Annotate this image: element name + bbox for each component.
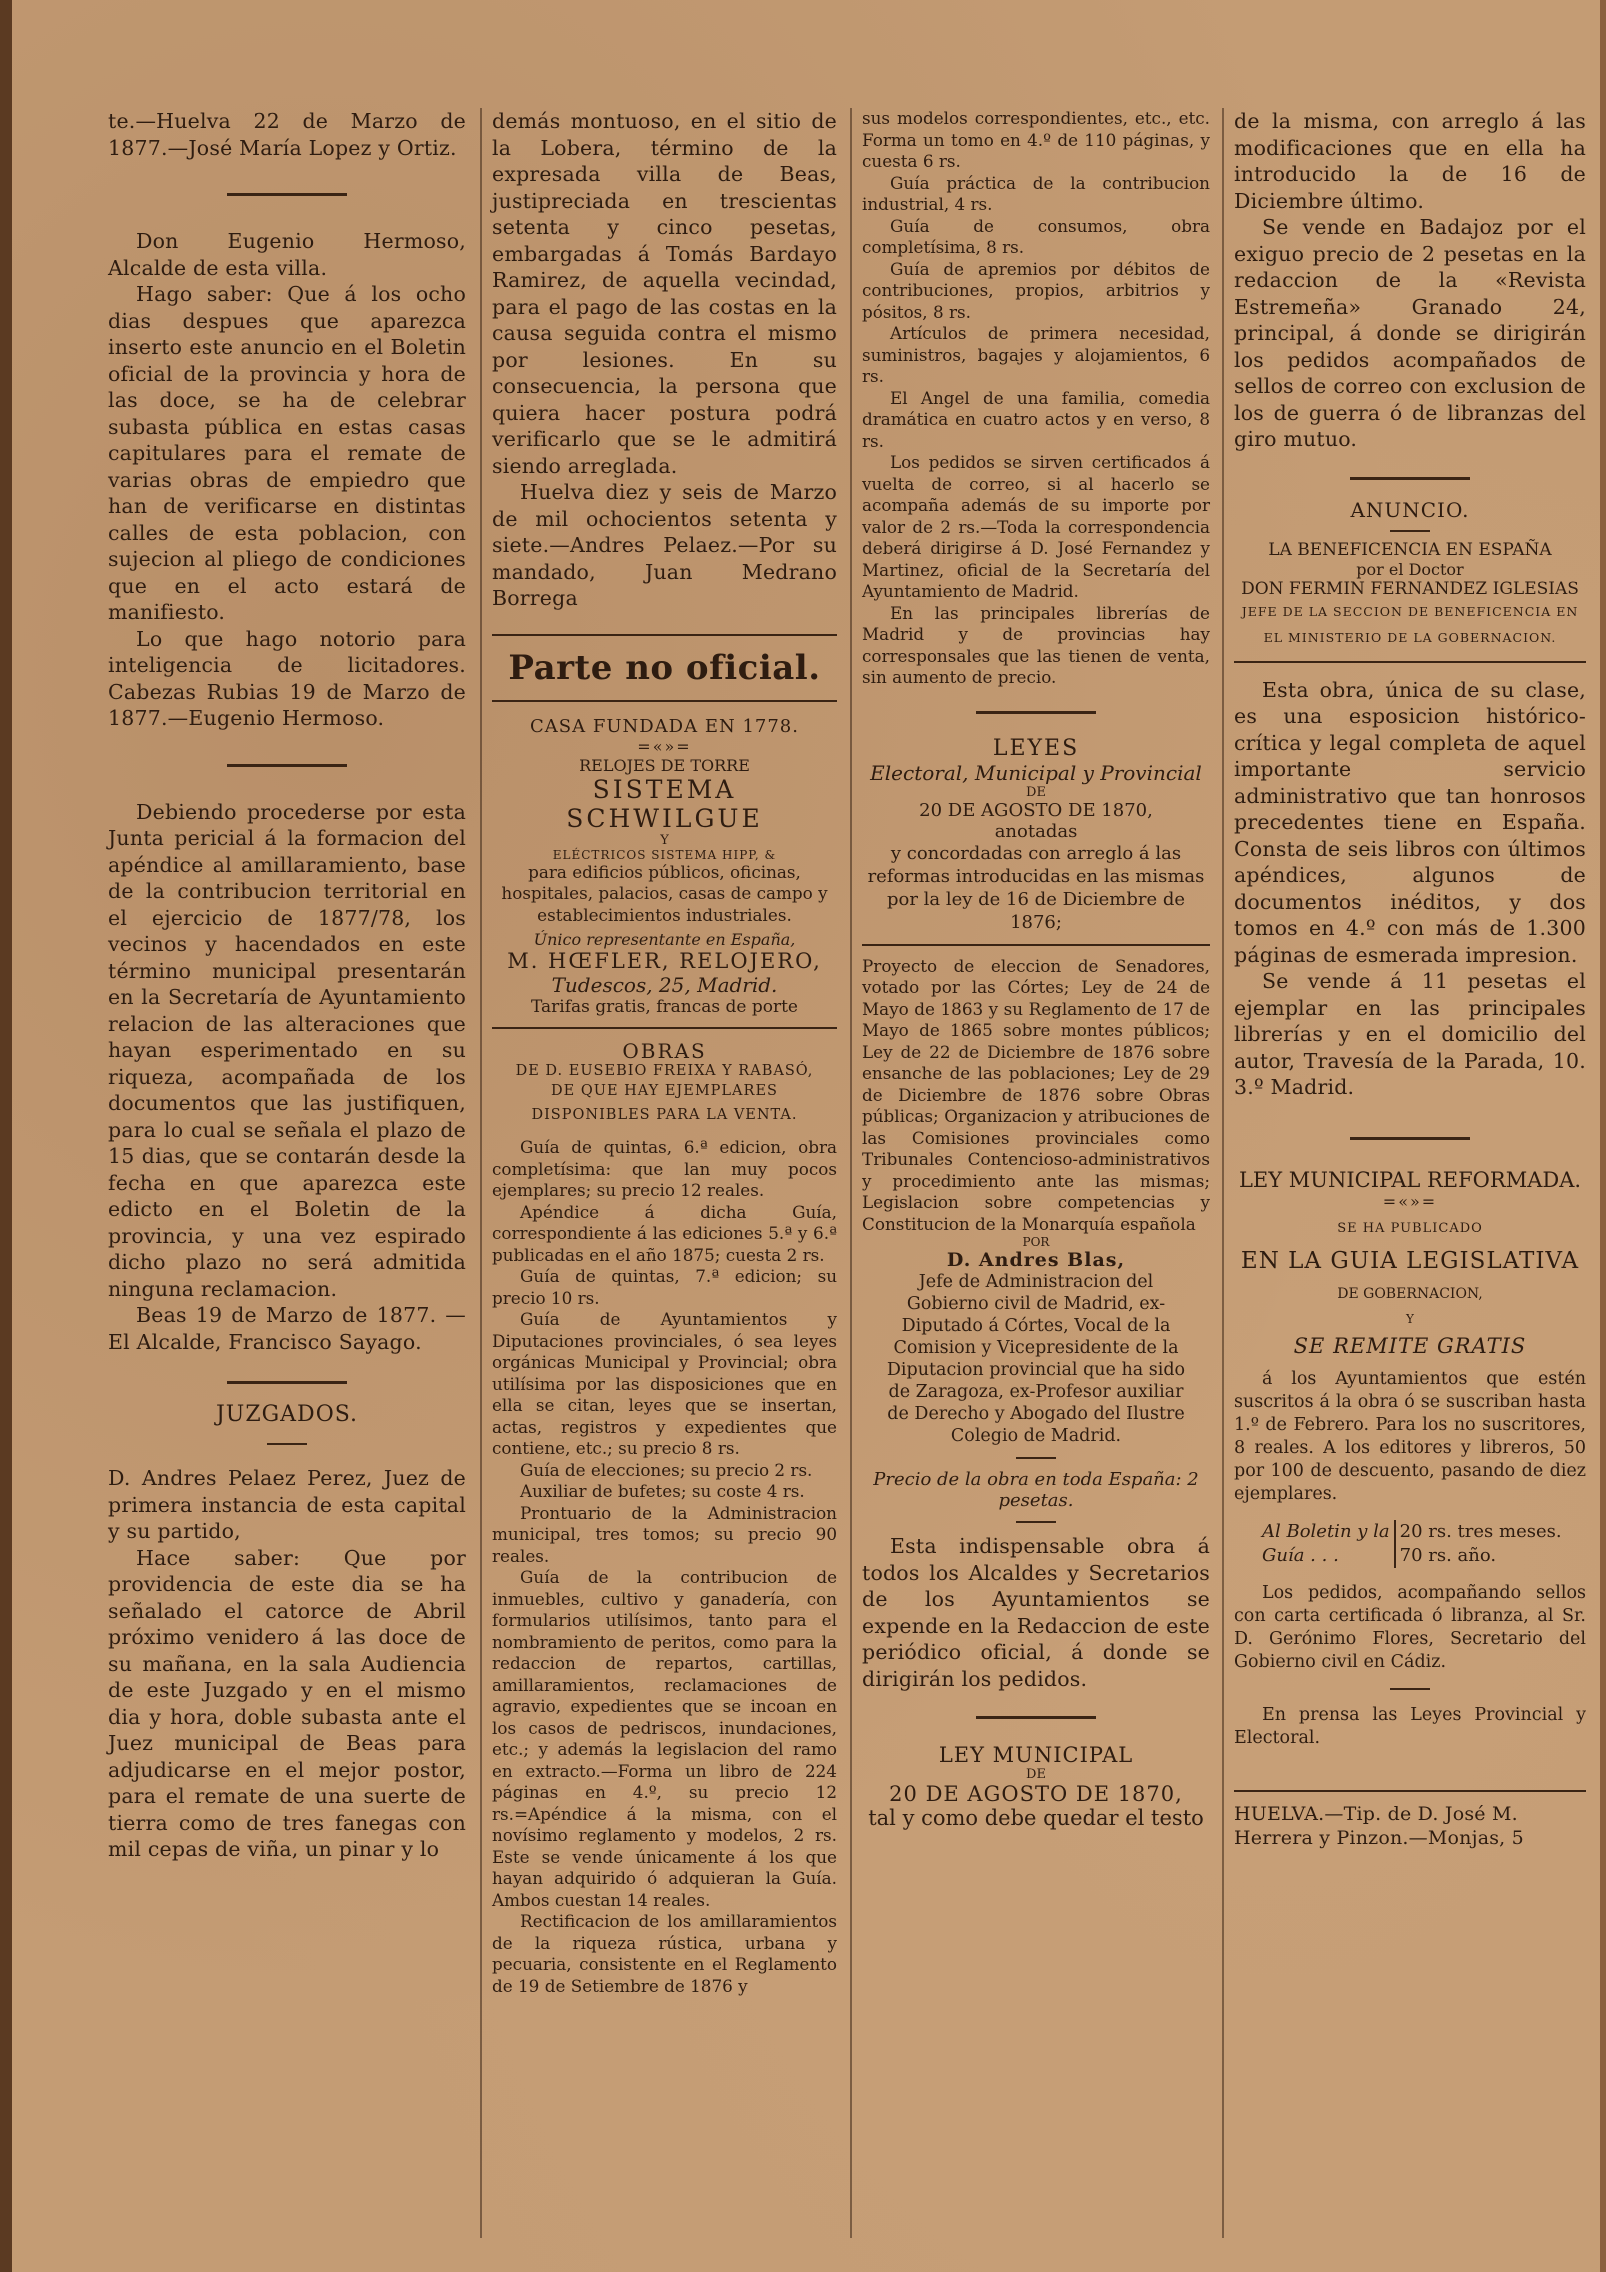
column-3 bbox=[862, 108, 1210, 1830]
obras-subtitle: DE QUE HAY EJEMPLARES DISPONIBLES PARA LA VENTA. bbox=[531, 1083, 798, 1123]
ley-reformada-gobern: DE GOBERNACION, bbox=[1337, 1285, 1483, 1302]
separator bbox=[227, 1381, 347, 1384]
edict-1-body: Hago saber: Que á los ocho dias despues que aparezca inserto este anuncio en el Boletin oficial de la provincia y hora de las doce, se ha de celebrar subasta pública en estas casas capitulares para el remate de varias obras de empiedro que han de verificarse en distintas calles de esta poblacion, con sujecion al pliego de condiciones que en el acto estará de manifiesto. bbox=[108, 282, 466, 624]
obras-item: Guía práctica de la contribucion industrial, 4 rs. bbox=[862, 172, 1210, 214]
judge-body: Hace saber: Que por providencia de este dia se ha señalado el catorce de Abril próximo venidero á las doce de su mañana, en la sala Audiencia de este Juzgado y en el mismo dia y hora, doble subasta ante el Juez municipal de Beas para adjudicarse en el mejor postor, para el remate de una suerte de tierra como de tres fanegas con mil cepas de viña, un pinar y lo bbox=[108, 1545, 466, 1861]
anuncio-title: ANUNCIO. bbox=[1350, 497, 1470, 522]
ley-reformada-ayunt: á los Ayuntamientos que estén suscritos á la obra ó se suscriban hasta 1.º de Febrero. Para los no suscritores, 8 reales. A los editores y libreros, 50 por 100 de descuento, pasando de diez ejemplares. bbox=[1234, 1368, 1586, 1504]
ad-hoefler: M. HŒFLER, RELOJERO, bbox=[507, 949, 822, 973]
separator bbox=[1016, 1521, 1056, 1523]
leyes-proyecto: Proyecto de eleccion de Senadores, votado por las Córtes; Ley de 24 de Mayo de 1863 y su Reglamento de 17 de Mayo de 1865 sobre montes públicos; Ley de 22 de Diciembre de 1876 sobre ensanche de las poblaciones; Ley de 29 de Diciembre de 1876 sobre Obras públicas; Organizacion y atribuciones de las Comisiones provinciales como Tribunales Contencioso-administrativos y procedimiento ante las mismas; Legislacion sobre competencias y Constitucion de la Monarquía española bbox=[862, 955, 1210, 1234]
obras-item: Guía de Ayuntamientos y Diputaciones provinciales, ó sea leyes orgánicas Municipal y Provincial; obra utilísima por las disposiciones que en ella se citan, leyes que se insertan, actas, registros y expedientes que contiene, etc.; su precio 8 rs. bbox=[492, 1309, 837, 1458]
obras-item: Prontuario de la Administracion municipal, tres tomos; su precio 90 reales. bbox=[492, 1502, 837, 1566]
ad-para: para edificios públicos, oficinas, hospitales, palacios, casas de campo y establecimientos industriales. bbox=[501, 861, 828, 925]
obras-item: Apéndice á dicha Guía, correspondiente á las ediciones 5.ª y 6.ª publicadas en el año 1875; cuesta 2 rs. bbox=[492, 1201, 837, 1265]
ley-municipal-fecha: 20 DE AGOSTO DE 1870, bbox=[889, 1782, 1183, 1806]
column-rule bbox=[1222, 108, 1224, 2238]
ley-municipal-de: DE bbox=[1026, 1767, 1046, 1782]
ad-relojes: RELOJES DE TORRE bbox=[579, 755, 750, 775]
edict-1-title: Don Eugenio Hermoso, Alcalde de esta villa. bbox=[108, 229, 466, 280]
leyes-author-desc: Jefe de Administracion del Gobierno civil de Madrid, ex-Diputado á Córtes, Vocal de la Comision y Vicepresidente de la Diputacion provincial que ha sido de Zaragoza, ex-Profesor auxiliar de Derecho y Abogado del Ilustre Colegio de Madrid. bbox=[886, 1272, 1186, 1446]
separator bbox=[227, 193, 347, 196]
judge-title: D. Andres Pelaez Perez, Juez de primera instancia de esta capital y su partido, bbox=[108, 1466, 466, 1543]
separator bbox=[1016, 1457, 1056, 1459]
ad-unico: Único representante en España, bbox=[533, 930, 796, 949]
column-rule bbox=[850, 108, 852, 2238]
column-1 bbox=[108, 108, 466, 1863]
ad-tarifas: Tarifas gratis, francas de porte bbox=[531, 997, 798, 1017]
ad-sistema: SISTEMA SCHWILGUE bbox=[566, 774, 763, 833]
price-table bbox=[1262, 1520, 1586, 1568]
page-edge-left bbox=[0, 0, 12, 2272]
section-title-juzgados: JUZGADOS. bbox=[215, 1402, 359, 1427]
leyes-subtitle: Electoral, Municipal y Provincial bbox=[870, 760, 1202, 785]
price-label-boletin: Al Boletin y la bbox=[1262, 1520, 1390, 1542]
leyes-precio: Precio de la obra en toda España: 2 pesetas. bbox=[873, 1469, 1199, 1511]
ad-y: Y bbox=[660, 832, 669, 848]
obras-item: Guía de consumos, obra completísima, 8 rs. bbox=[862, 215, 1210, 257]
ley-reformada-publicado: SE HA PUBLICADO bbox=[1337, 1220, 1483, 1236]
ley-reformada-remite: SE REMITE GRATIS bbox=[1293, 1333, 1527, 1358]
leyes-title: LEYES bbox=[992, 735, 1080, 761]
edict-2-body: Debiendo procederse por esta Junta pericial á la formacion del apéndice al amillaramiento, base de la contribucion territorial en el ejercicio de 1877/78, los vecinos y hacendados en este término municipal presentarán en la Secretaría de Ayuntamiento relacion de las alteraciones que hayan esperimentado en su riqueza, acompañada de los documentos que las justifiquen, para lo cual se señala el plazo de 15 dias, que se contarán desde la fecha en que aparezca este edicto en el Boletin de la provincia, y una vez espirado dicho plazo no será admitida ninguna reclamacion. bbox=[108, 799, 466, 1301]
separator bbox=[267, 1443, 307, 1445]
ley-municipal-tal: tal y como debe quedar el testo bbox=[868, 1806, 1204, 1830]
anuncio-author: DON FERMIN FERNANDEZ IGLESIAS bbox=[1241, 578, 1579, 599]
price-label-guia: Guía . . . bbox=[1262, 1544, 1339, 1566]
obras-item: Guía de elecciones; su precio 2 rs. bbox=[520, 1459, 813, 1480]
judge-close: Huelva diez y seis de Marzo de mil ochocientos setenta y siete.—Andres Pelaez.—Por su mandado, Juan Medrano Borrega bbox=[492, 480, 837, 610]
separator bbox=[1350, 477, 1470, 480]
en-prensa: En prensa las Leyes Provincial y Electoral. bbox=[1234, 1704, 1586, 1748]
imprint: HUELVA.—Tip. de D. José M. Herrera y Pinzon.—Monjas, 5 bbox=[1234, 1802, 1524, 1849]
price-guia: 70 rs. año. bbox=[1399, 1544, 1497, 1566]
obras-item: Guía de quintas, 7.ª edicion; su precio 10 rs. bbox=[492, 1266, 837, 1308]
obras-item: Auxiliar de bufetes; su coste 4 rs. bbox=[520, 1481, 805, 1501]
leyes-author: D. Andres Blas, bbox=[946, 1249, 1126, 1271]
obras-title: OBRAS bbox=[622, 1039, 707, 1063]
column-rule bbox=[480, 108, 482, 2238]
obras-item: Guía de la contribucion de inmuebles, cultivo y ganadería, con formularios utilísimos, tanto para el nombramiento de peritos, como para la redaccion de repartos, cartillas, amillaramientos, reclamaciones de agravio, expedientes que se incoan en los casos de pedriscos, inundaciones, etc.; y además la legislacion del ramo en extracto.—Forma un libro de 224 páginas en 4.º, su precio 12 rs.=Apéndice á la misma, con el novísimo reglamento y modelos, 2 rs. Este se vende únicamente á los que hayan adquirido ó adquieran la Guía. Ambos cuestan 14 reales. bbox=[492, 1567, 837, 1910]
obras-item: Rectificacion de los amillaramientos de la riqueza rústica, urbana y pecuaria, consistente en el Reglamento de 19 de Setiembre de 1876 y bbox=[492, 1911, 837, 1996]
obras-item: Artículos de primera necesidad, suministros, bagajes y alojamientos, 6 rs. bbox=[862, 323, 1210, 386]
obras-item: El Angel de una familia, comedia dramática en cuatro actos y en verso, 8 rs. bbox=[862, 387, 1210, 451]
anuncio-benef: LA BENEFICENCIA EN ESPAÑA bbox=[1268, 539, 1552, 560]
page-edge-right bbox=[1600, 0, 1606, 2272]
leyes-por: POR bbox=[1022, 1235, 1050, 1249]
imprint-box bbox=[1234, 1790, 1586, 1850]
ley-reformada-y: Y bbox=[1406, 1311, 1414, 1326]
ley-reformada-guia: EN LA GUIA LEGISLATIVA bbox=[1240, 1247, 1580, 1274]
section-title-parte-no-oficial: Parte no oficial. bbox=[492, 634, 837, 702]
obras-item: Guía de quintas, 6.ª edicion, obra completísima: que lan muy pocos ejemplares; su precio 12 reales. bbox=[492, 1137, 837, 1200]
ad-electricos: ELÉCTRICOS SISTEMA HIPP, & bbox=[552, 847, 777, 862]
leyes-anotadas: anotadas bbox=[994, 820, 1078, 842]
ornament: =«»= bbox=[637, 736, 692, 756]
leyes-concordadas: y concordadas con arreglo á las reformas introducidas en las mismas por la ley de 16 de Diciembre de 1876; bbox=[867, 842, 1205, 933]
anuncio-por-doctor: por el Doctor bbox=[1356, 559, 1464, 579]
column-4 bbox=[1234, 108, 1586, 1850]
ley-municipal-cont: de la misma, con arreglo á las modificaciones que en ella ha introducido la de 16 de Diciembre último. bbox=[1234, 109, 1586, 213]
leyes-de: DE bbox=[1026, 784, 1046, 800]
anuncio-vende: Se vende á 11 pesetas el ejemplar en las principales librerías y en el domicilio del autor, Travesía de la Parada, 10. 3.º Madrid. bbox=[1234, 969, 1586, 1099]
prev-notice-end: te.—Huelva 22 de Marzo de 1877.—José María Lopez y Ortiz. bbox=[108, 109, 466, 160]
separator bbox=[976, 711, 1096, 714]
obras-author: DE D. EUSEBIO FREIXA Y RABASÓ, bbox=[515, 1063, 814, 1079]
obras-item: Los pedidos se sirven certificados á vuelta de correo, si al hacerlo se acompaña además de su importe por valor de 2 rs.—Toda la correspondencia deberá dirigirse á D. José Fernandez y Martinez, oficial de la Secretaría del Ayuntamiento de Madrid. bbox=[862, 452, 1210, 601]
separator bbox=[1390, 1688, 1430, 1690]
separator bbox=[227, 764, 347, 767]
ley-municipal-vende: Se vende en Badajoz por el exiguo precio de 2 pesetas en la redaccion de la «Revista Estremeña» Granado 24, principal, á donde se dirigirán los pedidos acompañados de sellos de correo con exclusion de los de guerra ó de libranzas del giro mutuo. bbox=[1234, 215, 1586, 451]
obras-item: En las principales librerías de Madrid y de provincias hay corresponsales que las tienen de venta, sin aumento de precio. bbox=[862, 602, 1210, 687]
edict-1-close: Lo que hago notorio para inteligencia de licitadores. Cabezas Rubias 19 de Marzo de 1877.—Eugenio Hermoso. bbox=[108, 626, 466, 730]
separator bbox=[1350, 1137, 1470, 1140]
obras-item: Guía de apremios por débitos de contribuciones, propios, arbitrios y pósitos, 8 rs. bbox=[862, 258, 1210, 322]
edict-2-close: Beas 19 de Marzo de 1877. —El Alcalde, Francisco Sayago. bbox=[108, 1303, 466, 1354]
leyes-esta: Esta indispensable obra á todos los Alcaldes y Secretarios de los Ayuntamientos se expende en la Redaccion de este periódico oficial, á donde se dirigirán los pedidos. bbox=[862, 1534, 1210, 1691]
ley-reformada-pedidos: Los pedidos, acompañando sellos con carta certificada ó libranza, al Sr. D. Gerónimo Flores, Secretario del Gobierno civil en Cádiz. bbox=[1234, 1582, 1586, 1672]
column-2 bbox=[492, 108, 837, 1997]
ad-casa-fundada: CASA FUNDADA EN 1778. bbox=[530, 715, 799, 737]
separator bbox=[1390, 530, 1430, 532]
judge-continued: demás montuoso, en el sitio de la Lobera, término de la expresada villa de Beas, justipreciada en trescientas setenta y cinco pesetas, embargadas á Tomás Bardayo Ramirez, de aquella vecindad, para el pago de las costas en la causa seguida contra el mismo por lesiones. En su consecuencia, la persona que quiera hacer postura podrá verificarlo que se le admitirá siendo arreglada. bbox=[492, 109, 837, 478]
anuncio-jefe: JEFE DE LA SECCION DE BENEFICENCIA EN EL MINISTERIO DE LA GOBERNACION. bbox=[1241, 603, 1579, 645]
anuncio-esta-obra: Esta obra, única de su clase, es una esposicion histórico-crítica y legal completa de aquel importante servicio administrativo que tan honrosos precedentes tiene en España. Consta de seis libros con últimos apéndices, algunos de documentos inéditos, y dos tomos en 4.º con más de 1.300 páginas de esmerada impresion. bbox=[1234, 677, 1586, 967]
ornament: =«»= bbox=[1382, 1191, 1438, 1211]
leyes-fecha: 20 DE AGOSTO DE 1870, bbox=[919, 799, 1153, 821]
ley-municipal-title: LEY MUNICIPAL bbox=[938, 1743, 1134, 1767]
ad-tudescos: Tudescos, 25, Madrid. bbox=[551, 973, 778, 997]
separator bbox=[976, 1716, 1096, 1719]
price-boletin: 20 rs. tres meses. bbox=[1399, 1520, 1562, 1542]
obras-item: sus modelos correspondientes, etc., etc. Forma un tomo en 4.º de 110 páginas, y cuesta 6 rs. bbox=[862, 108, 1210, 171]
ley-reformada-title: LEY MUNICIPAL REFORMADA. bbox=[1238, 1167, 1582, 1192]
